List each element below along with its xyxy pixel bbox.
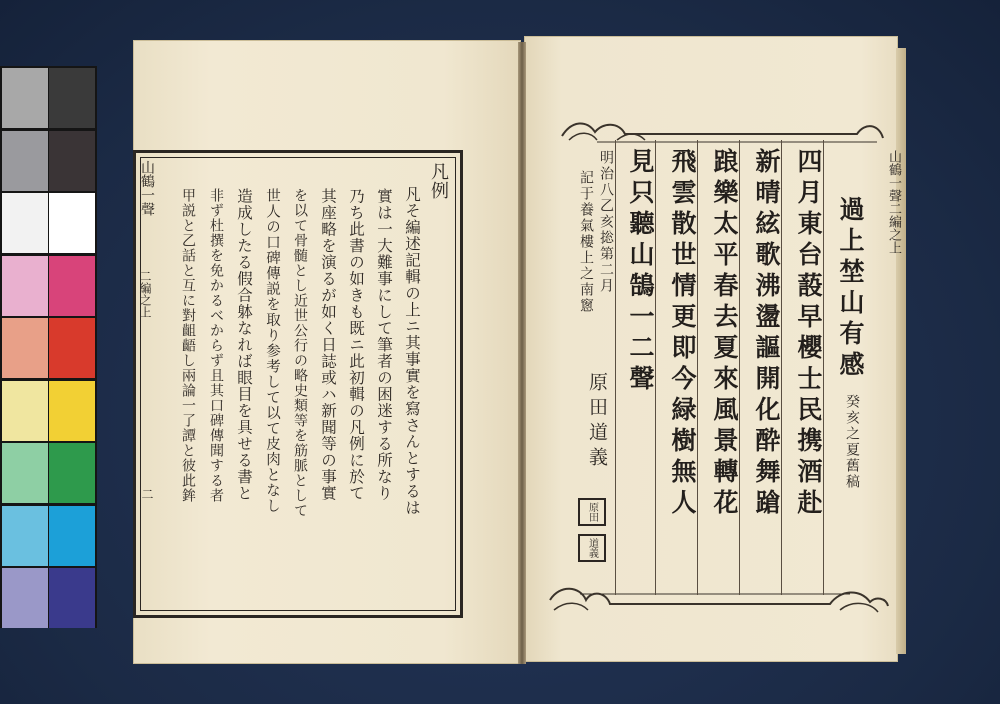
color-swatch bbox=[49, 318, 95, 378]
seal-stamp-1: 原田 bbox=[578, 498, 606, 526]
author-name: 原田道義 bbox=[586, 372, 608, 472]
color-swatch bbox=[2, 318, 48, 378]
text-column-9: 甲説と乙話と互に對齟齬し兩論一了譚と彼此鉾 bbox=[180, 188, 196, 503]
left-hashira-sub: 二編之上 bbox=[138, 270, 152, 318]
poem-column-3: 踉樂太平春去夏來風景轉花 bbox=[710, 148, 739, 520]
color-swatch bbox=[2, 506, 48, 566]
seal-stamp-2: 道義 bbox=[578, 534, 606, 562]
text-column-4: 其座略を演るが如く日誌或ハ新聞等の事實 bbox=[319, 188, 337, 502]
color-swatch bbox=[2, 568, 48, 628]
poem-column-4: 飛雲散世情更即今緑樹無人 bbox=[668, 148, 697, 520]
left-hashira: 山鶴一聲 bbox=[139, 160, 155, 216]
color-swatch bbox=[2, 193, 48, 253]
page-edge bbox=[896, 48, 906, 654]
color-swatch bbox=[2, 381, 48, 441]
cloud-border-top bbox=[557, 114, 887, 148]
color-swatch bbox=[49, 568, 95, 628]
color-swatch bbox=[49, 131, 95, 191]
text-column-8: 非ず杜撰を免かるべからず且其口碑傳聞する者 bbox=[208, 188, 224, 503]
color-swatch bbox=[2, 443, 48, 503]
cloud-border-bottom bbox=[540, 570, 892, 620]
colophon-place: 記于養氣樓上之南窻 bbox=[578, 170, 594, 314]
color-swatch bbox=[49, 68, 95, 128]
poem-column-1: 四月東台蔎早櫻士民携酒赴 bbox=[794, 148, 823, 520]
poem-title: 過上埜山有感 bbox=[836, 196, 865, 382]
color-swatch bbox=[49, 443, 95, 503]
text-column-7: 造成したる假合躰なれば眼目を具せる書と bbox=[235, 188, 253, 502]
left-folio: 二 bbox=[140, 488, 154, 500]
right-hashira: 山鶴一聲二編之上 bbox=[886, 150, 901, 254]
text-column-1: 凡そ編述記輯の上ニ其事實を寫さんとするは bbox=[403, 186, 421, 516]
book-spine bbox=[518, 42, 526, 664]
poem-note: 癸亥之夏舊稿 bbox=[844, 394, 860, 490]
color-swatch bbox=[49, 193, 95, 253]
color-swatch bbox=[2, 68, 48, 128]
color-swatch bbox=[2, 131, 48, 191]
poem-column-5: 見只聽山鵠一二聲 bbox=[626, 148, 655, 396]
color-swatch bbox=[49, 506, 95, 566]
color-swatch bbox=[49, 381, 95, 441]
text-column-5: を以て骨髄とし近世公行の略史類等を筋脈として bbox=[292, 188, 308, 518]
text-column-6: 世人の口碑傳説を取り参考して以て皮肉となし bbox=[264, 188, 280, 514]
color-swatch bbox=[49, 256, 95, 316]
section-title: 凡例 bbox=[428, 162, 449, 200]
color-swatch bbox=[2, 256, 48, 316]
poem-column-2: 新晴絃歌沸盪謳開化酔舞蹌 bbox=[752, 148, 781, 520]
text-column-3: 乃ち此書の如きも既ニ此初輯の凡例に於て bbox=[347, 188, 365, 502]
color-calibration-card bbox=[0, 66, 97, 628]
text-column-2: 實は一大難事にして筆者の困迷する所なり bbox=[375, 188, 393, 502]
colophon-date: 明治八乙亥捴第二月 bbox=[598, 150, 614, 294]
